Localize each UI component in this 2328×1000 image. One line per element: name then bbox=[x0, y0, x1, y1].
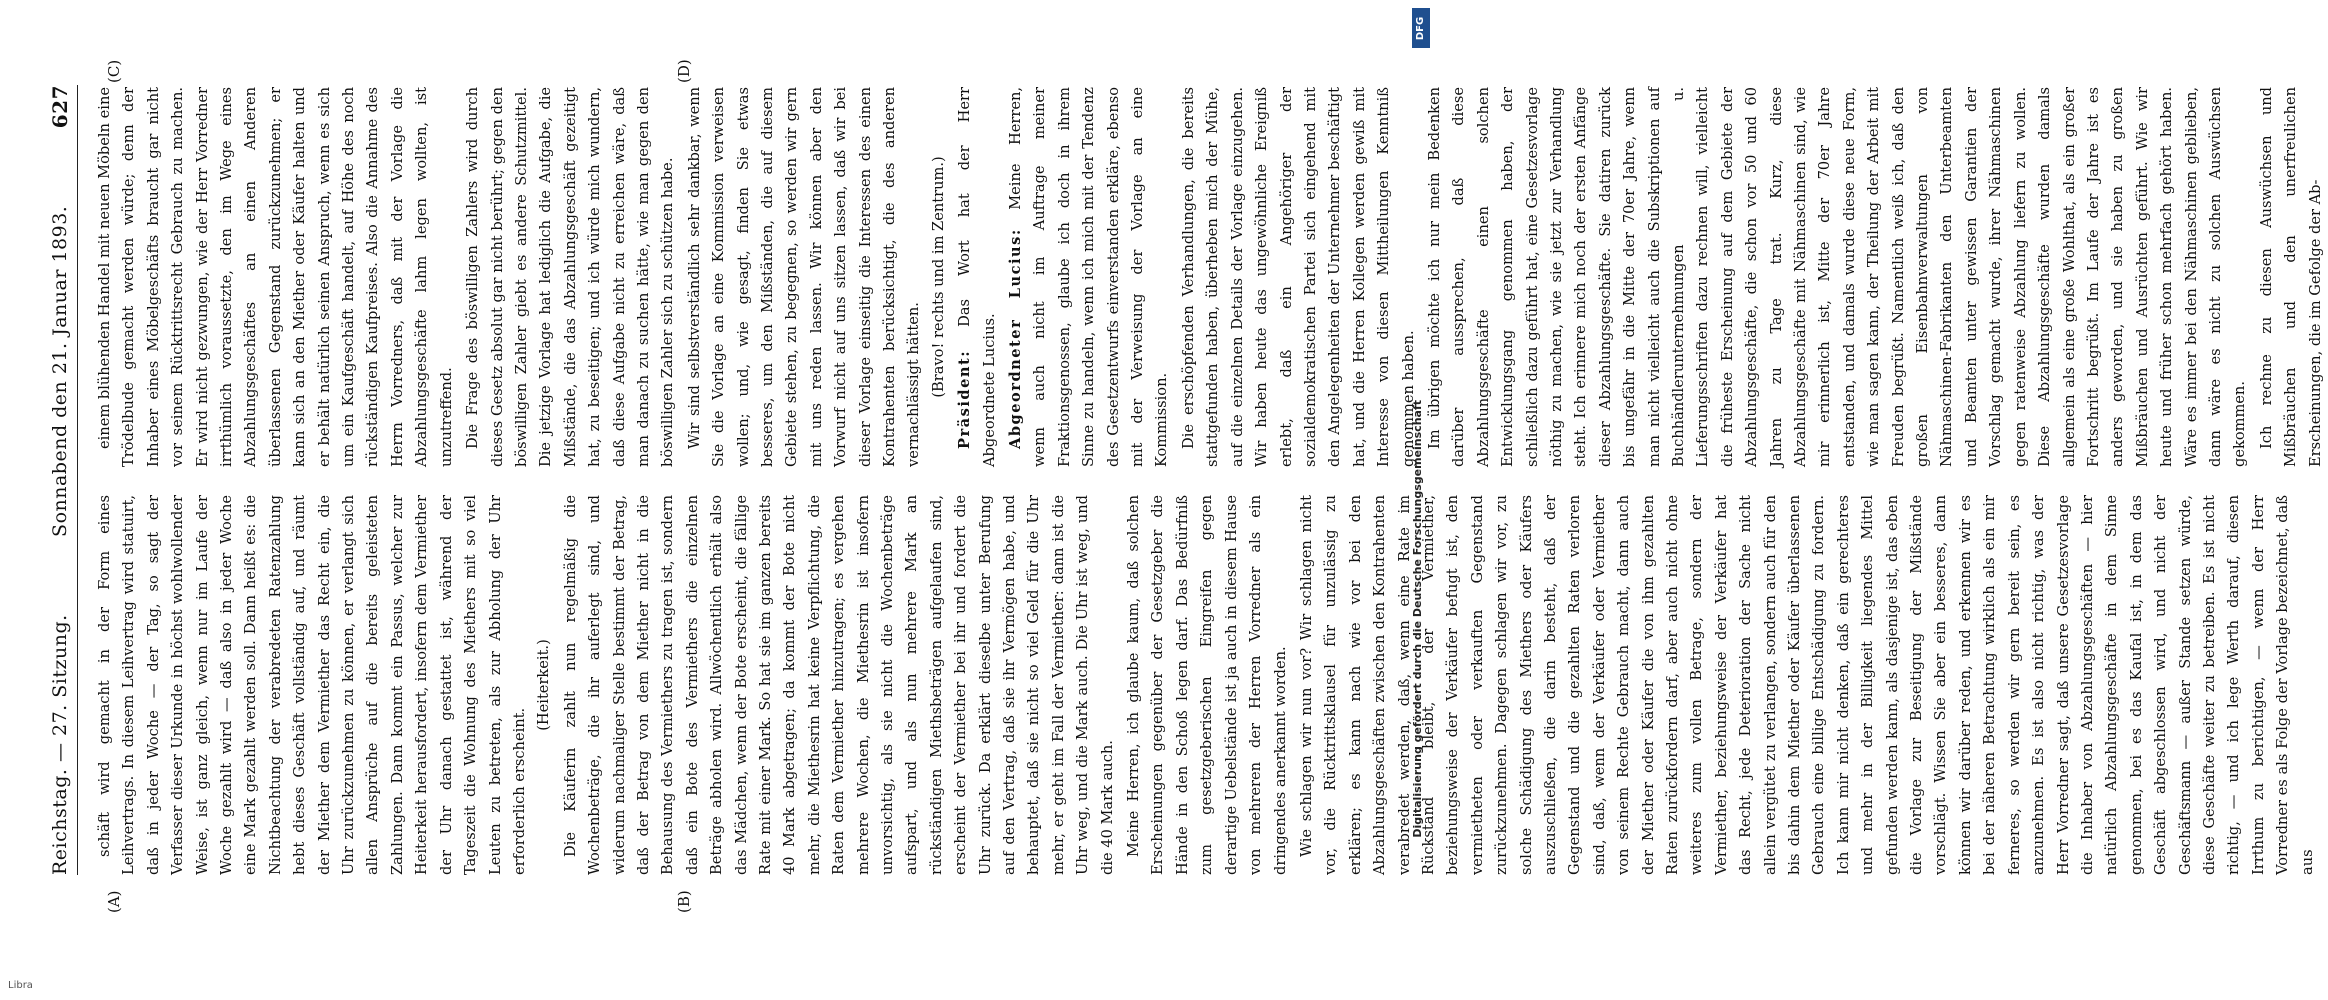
header-left: Reichstag. — 27. Sitzung. bbox=[49, 614, 71, 875]
credit-text: Digitalisierung gefördert durch die Deutsche Forschungsgemeinschaft bbox=[1411, 400, 1424, 838]
logo-text: DFG bbox=[1415, 16, 1427, 40]
paragraph: Im übrigen möchte ich nur mein Bedenken darüber aussprechen, daß diese Abzahlungsgeschäfte einen solchen Entwicklungsgang genommen haben, der schließlich dazu geführt hat, eine Gesetzesvorlage nöthig zu machen, wie sie jetzt zur Verhandlung steht. Ich erinnere mich noch der ersten Anfänge dieser Abzahlungsgeschäfte. Sie datiren zurück bis ungefähr in die Mitte der 70er Jahre, wenn man nicht vielleicht auch die Subskriptionen auf Buchhändlerunternehmungen u. Lieferungsschriften dazu rechnen will, vielleicht die früheste Erscheinung auf dem Gebiete der Abzahlungsgeschäfte, die schon vor 50 und 60 Jahren zu Tage trat. Kurz, diese Abzahlungsgeschäfte mit Nähmaschinen sind, wie mir erinnerlich ist, Mitte der 70er Jahre entstanden, und damals wurde diese neue Form, wie man sagen kann, der Theilung der Arbeit mit Freuden begrüßt. Namentlich weiß ich, daß den großen Eisenbahnverwaltungen von Nähmaschinen-Fabrikanten den Unterbeamten und Beamten unter gewissen Garantien der Vorschlag gemacht wurde, ihrer Nähmaschinen gegen ratenweise Abzahlung liefern zu wollen. Diese Abzahlungsgeschäfte wurden damals allgemein als eine große Wohlthat, als ein großer Fortschritt begrüßt. Im Laufe der Jahre ist es anders geworden, und sie haben zu großen Mißbräuchen und Ausrüchten geführt. Wie wir heute und früher schon mehrfach gehört haben. Wäre es immer bei den Nähmaschinen geblieben, dann wäre es nicht zu solchen Auswüchsen gekommen. bbox=[1425, 87, 2249, 467]
paragraph: Meine Herren, ich glaube kaum, daß solchen Erscheinungen gegenüber der Gesetzgeber die Hände in den Schoß legen darf. Das Bedürfniß zum gesetzgeberischen Eingreifen gegen derartige Uebelstände ist ja auch in diesem Hause von mehreren der Herren Vorredner als ein dringendes anerkannt worden. bbox=[1125, 495, 1289, 875]
paragraph: Die Frage des böswilligen Zahlers wird durch dieses Gesetz absolut gar nicht berührt; gegen den böswilligen Zahler giebt es andere Schutzmittel. Die jetzige Vorlage hat lediglich die Aufgabe, die Mißstände, die das Abzahlungsgeschäft gezeitigt hat, zu beseitigen; und ich würde mich wundern, daß diese Aufgabe nicht zu erreichen wäre, daß man danach zu suchen hätte, wie man gegen den böswilligen Zahler sich zu schützen habe. bbox=[464, 87, 677, 467]
paragraph: Die erschöpfenden Verhandlungen, die bereits stattgefunden haben, überheben mich der Mühe, auf die einzelnen Details der Vorlage einzugehen. Wir haben heute das ungewöhnliche Ereigniß erlebt, daß ein Angehöriger der sozialdemokratischen Partei sich eingehend mit den Angelegenheiten der Unternehmer beschäftigt hat, und die Herren Kollegen werden gewiß mit Interesse von diesen Mittheilungen Kenntniß genommen haben. bbox=[1179, 87, 1417, 467]
column-marker-d: (D) bbox=[675, 59, 693, 83]
paragraph: Ich rechne zu diesen Auswüchsen und Mißbräuchen und den unerfreulichen Erscheinungen, die im Gefolge der Ab- bbox=[2257, 87, 2324, 467]
paragraph: einem blühenden Handel mit neuen Möbeln eine Trödelbude gemacht werden würde; denn der Inhaber eines Möbelgeschäfts braucht gar nicht vor seinem Rücktrittsrecht Gebrauch zu machen. Er wird nicht gezwungen, wie der Herr Vorredner irrthümlich voraussetzte, den im Wege eines Abzahlungsgeschäftes an einen Anderen überlassenen Gegenstand zurückzunehmen; er kann sich an den Miether oder Käufer halten und er behält natürlich seinen Anspruch, wenn es sich um ein Kaufgeschäft handelt, auf Höhe des noch rückständigen Kaufpreises. Also die Annahme des Herrn Vorredners, daß mit der Vorlage die Abzahlungsgeschäfte lahm legen wollten, ist unzutreffend. bbox=[96, 87, 455, 467]
speaker-name: Abgeordneter Lucius: bbox=[1007, 228, 1025, 449]
right-column bbox=[93, 87, 2324, 467]
page-number: 627 bbox=[48, 85, 72, 129]
announcement-text: Das Wort hat der Herr Abgeordnete Lucius. bbox=[956, 87, 998, 467]
header-date: Sonnabend den 21. Januar 1893. bbox=[49, 205, 71, 537]
interjection-note: (Heiterkeit.) bbox=[535, 639, 553, 731]
interjection-note: (Bravo! rechts und im Zentrum.) bbox=[929, 156, 947, 398]
paragraph: Wir sind selbstverständlich sehr dankbar, wenn Sie die Vorlage an eine Kommission verweisen wollen; und, wie gesagt, finden Sie etwas besseres, um den Mißständen, die auf diesem Gebiete stehen, zu begegnen, so werden wir gern mit uns reden lassen. Wir können aber den Vorwurf nicht auf uns sitzen lassen, daß wir bei dieser Vorlage einseitig die Interessen des einen Kontrahenten berücksichtigt, die des anderen vernachlässigt hätten. bbox=[685, 87, 923, 467]
scan-mark: Libra bbox=[8, 980, 33, 991]
speaker-name: Präsident: bbox=[956, 349, 974, 449]
speech-paragraph bbox=[1004, 87, 1175, 467]
column-marker-b: (B) bbox=[675, 890, 693, 913]
page-header bbox=[43, 85, 78, 875]
paragraph: Wie schlagen wir nun vor? Wir schlagen nicht vor, die Rücktrittsklausel für unzulässig zu erklären; es kann nach wie vor bei den Abzahlungsgeschäften zwischen den Kontrahenten verabredet werden, daß, wenn eine Rate im Rückstand bleibt, der Vermiether, beziehungsweise der Verkäufer befugt ist, den vermietheten oder verkauften Gegenstand zurückzunehmen. Dagegen schlagen wir vor, zu solche Schädigung des Miethers oder Käufers auszuschließen, die darin besteht, daß der Gegenstand und die gezahlten Raten verloren sind, daß, wenn der Verkäufer oder Vermiether von seinem Rechte Gebrauch macht, dann auch der Miether oder Käufer die von ihm gezahlten Raten zurückfordern darf, aber auch nicht ohne weiteres zum vollen Betrage, sondern der Vermiether, beziehungsweise der Verkäufer hat das Recht, jede Deterioration der Sache nicht allein vergütet zu verlangen, sondern auch für den bis dahin dem Miether oder Käufer überlassenen Gebrauch eine billige Entschädigung zu fordern. Ich kann mir nicht denken, daß ein gerechteres und mehr in der Billigkeit liegendes Mittel gefunden werden kann, als dasjenige ist, das eben die Vorlage zur Beseitigung der Mißstände vorschlägt. Wissen Sie aber ein besseres, dann können wir darüber reden, und erkennen wir es bei der näheren Betrachtung wirklich als ein mir ferneres, so werden wir gern bereit sein, es anzunehmen. Es ist also nicht richtig, was der Herr Vorredner sagt, daß unsere Gesetzesvorlage die Inhaber von Abzahlungsgeschäften — hier natürlich Abzahlungsgeschäfte in dem Sinne genommen, bei es das Kaufal ist, in dem das Geschäft abgeschlossen wird, und nicht der Geschäftsmann — außer Stande setzen würde, diese Geschäfte weiter zu betreiben. Es ist nicht richtig, — und ich lege Werth darauf, diesen Irrthum zu berichtigen, — wenn der Herr Vorredner es als Folge der Vorlage bezeichnet, daß aus bbox=[1297, 495, 2316, 875]
speech-text: Meine Herren, wenn auch nicht im Auftrage meiner Fraktionsgenossen, glaube ich doch in ihrem Sinne zu handeln, wenn ich mich mit der Tendenz des Gesetzentwurfs einverstanden erkläre, ebenso mit der Verweisung der Vorlage an eine Kommission. bbox=[1007, 87, 1171, 467]
president-announcement bbox=[953, 87, 1002, 467]
digitization-credit bbox=[1408, 400, 1430, 1000]
paragraph: schäft wird gemacht in der Form eines Leihvertrags. In diesem Leihvertrag wird statuirt, daß in jeder Woche — der Tag, so sagt der Verfasser dieser Urkunde in höchst wohlwollender Weise, ist ganz gleich, wenn nur im Laufe der Woche gezahlt wird — daß also in jeder Woche eine Mark gezahlt werden soll. Dann heißt es: die Nichtbeachtung der verabredeten Ratenzahlung hebt dieses Geschäft vollständig auf, und räumt der Miether dem Vermiether das Recht ein, die Uhr zurückzunehmen zu können, er verlangt sich allen Ansprüche auf die bereits geleisteten Zahlungen. Dann kommt ein Passus, welcher zur Heiterkeit herausfordert, insofern dem Vermiether der Uhr danach gestattet ist, während der Tageszeit die Wohnung des Miethers mit so viel Leuten zu betreten, als zur Abholung der Uhr erforderlich erscheint. bbox=[96, 495, 528, 875]
paragraph: Die Käuferin zahlt nun regelmäßig die Wochenbeträge, die ihr auferlegt sind, und widerum nachmaliger Stelle bestimmt der Betrag, daß der Betrag von dem Miether nicht in die Behausung des Vermiethers zu tragen ist, sondern daß ein Bote des Vermiethers die einzelnen Beträge abholen wird. Allwöchentlich erhält also das Mädchen, wenn der Bote erscheint, die fällige Rate mit einer Mark. So hat sie im ganzen bereits 40 Mark abgetragen; da kommt der Bote nicht mehr, die Miethesrin hat keine Verpflichtung, die Raten dem Vermiether hinzutragen; es vergehen mehrere Wochen, die Miethesrin ist insofern unvorsichtig, als sie nicht die Wochenbeträge aufspart, und als nun mehrere Mark an rückständigen Miethsbeträgen aufgelaufen sind, erscheint der Vermiether bei ihr und fordert die Uhr zurück. Da erklärt dieselbe unter Berufung auf den Vertrag, daß sie ihr Vermögen habe, und behauptet, daß sie nicht so viel Geld für die Uhr mehr, er geht im Fall der Vermiether: dann ist die Uhr weg, und die Mark auch. Die Uhr ist weg, und die 40 Mark auch. bbox=[561, 495, 1116, 875]
column-marker-c: (C) bbox=[105, 59, 123, 83]
dfg-logo bbox=[1412, 8, 1430, 48]
column-marker-a: (A) bbox=[105, 890, 123, 913]
